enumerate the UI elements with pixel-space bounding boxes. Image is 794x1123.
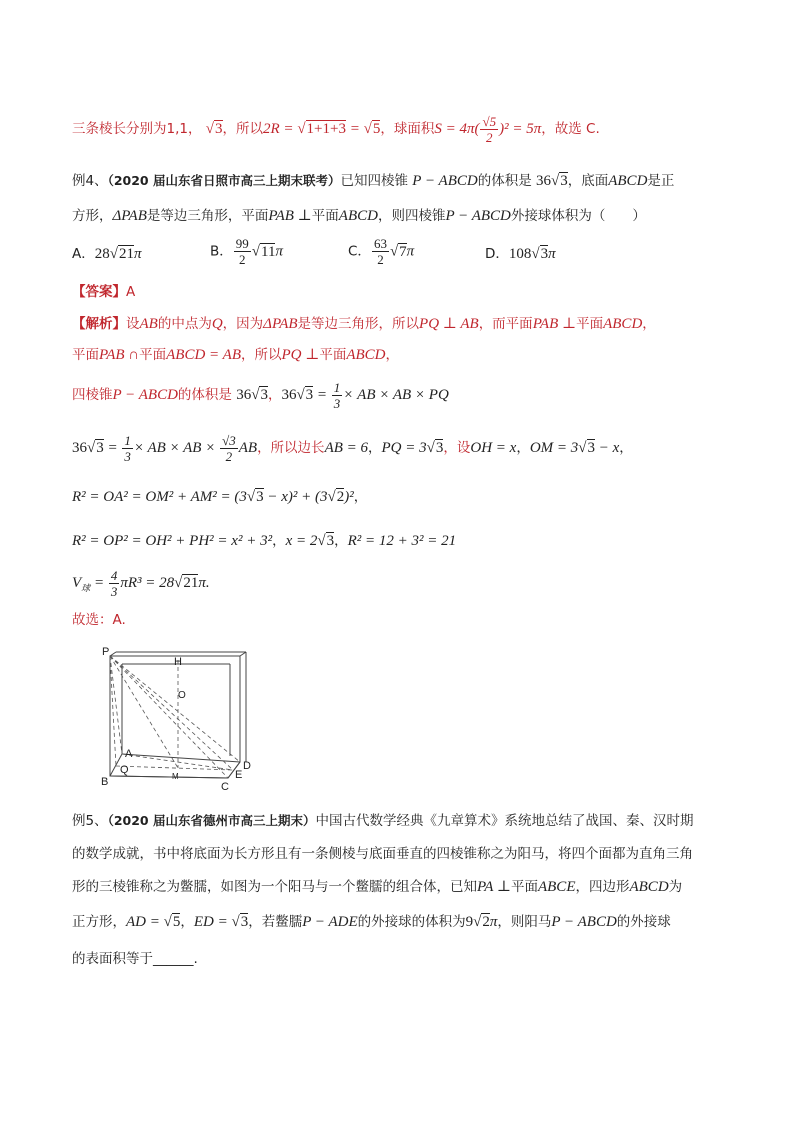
formula: AB = 6: [324, 439, 369, 456]
text: ，球面积: [380, 120, 435, 137]
option-label: D．: [485, 246, 509, 262]
answer-blank[interactable]: ______.: [153, 951, 198, 967]
text: ，四边形: [575, 879, 630, 895]
text: 中国古代数学经典《九章算术》系统地总结了战国、秦、汉时期: [315, 813, 694, 829]
text: 的外接球: [616, 914, 671, 930]
answer-value: A: [126, 284, 136, 300]
formula: 36√3 = $\frac{1}{3}$ × AB × AB × PQ: [281, 380, 449, 411]
formula: 108√3π: [508, 246, 556, 262]
option-label: B．: [210, 243, 233, 260]
option-label: A．: [72, 246, 95, 262]
text: 四棱锥: [72, 386, 113, 403]
option-c[interactable]: [348, 236, 414, 267]
text: 1,1，: [166, 120, 202, 137]
text: ，底面: [567, 173, 609, 189]
text: 已知四棱锥: [340, 173, 408, 189]
analysis-line-3: 四棱锥P − ABCD的体积是 36√3，36√3 = $\frac{1}{3}$ × AB × AB × PQ: [72, 380, 449, 411]
label-o: O: [178, 690, 186, 701]
dash: [110, 656, 122, 754]
formula: PAB ∩: [99, 347, 140, 363]
text: 的体积是: [477, 173, 532, 189]
label-a: A: [125, 748, 133, 760]
text: 形的三棱锥称之为鳖臑，如图为一个阳马与一个鳖臑的组合体，已知: [72, 879, 477, 895]
formula: √7π: [389, 243, 415, 260]
formula: R² = OA² = OM² + AM² = (3√3 − x)² + (3√2)²: [72, 489, 354, 505]
source: （2020 届山东省德州市高三上期末）: [107, 813, 316, 828]
example-5-line-5: [72, 948, 198, 970]
formula: 36√3: [536, 173, 568, 189]
formula: √3: [205, 120, 223, 137]
text: 平面: [319, 347, 347, 363]
text: 的外接球的体积为: [357, 914, 466, 930]
text: ，所以: [222, 120, 264, 137]
example-5-line-4: 正方形，AD = √5，ED = √3，若鳖臑P − ADE的外接球的体积为9√2π，则阳马P − ABCD的外接球: [72, 914, 671, 930]
option-a[interactable]: [72, 243, 142, 265]
text: 三条棱长分别为: [72, 120, 167, 137]
formula: AD = √5: [126, 914, 181, 930]
formula: R² = 12 + 3² = 21: [347, 533, 457, 549]
edge: [110, 652, 116, 656]
formula: Q: [211, 316, 223, 332]
formula: $V_球$ = $\frac{4}{3}$ πR³ = 28√21π.: [72, 568, 210, 599]
answer: [72, 281, 135, 303]
label-h: H: [174, 656, 182, 668]
text: 平面: [72, 347, 99, 363]
text: 的中点为: [157, 316, 212, 332]
formula: P − ABCD: [551, 914, 617, 930]
formula: AB: [139, 316, 158, 332]
analysis-label: 【解析】: [72, 316, 126, 332]
text: 故选：A.: [72, 612, 126, 628]
option-label: C．: [348, 243, 371, 260]
text: ，因为: [222, 316, 264, 332]
text: 是正: [647, 173, 675, 189]
formula: P − ABCD: [112, 386, 178, 403]
text: ，故选 C.: [541, 120, 600, 137]
text: 是等边三角形，所以: [297, 316, 420, 332]
text: 为: [668, 879, 683, 895]
text: 平面: [510, 879, 538, 895]
formula: ABCD: [603, 316, 643, 332]
example-label: 例5、: [72, 813, 108, 829]
text: 外接球体积为（ ）: [510, 208, 646, 224]
formula: PA ⊥: [477, 879, 511, 895]
formula: ED = √3: [193, 914, 249, 930]
text: ，则四棱锥: [377, 208, 446, 224]
dash: [116, 766, 233, 770]
formula: PQ ⊥: [281, 347, 320, 363]
analysis-line-4: 36√3 = $\frac{1}{3}$ × AB × AB × $\frac{√3}{2}$ AB，所以边长AB = 6，PQ = 3√3，设OH = x，OM = 3√3 − x，: [72, 433, 633, 464]
analysis-conclusion: [72, 609, 126, 631]
formula: ΔPAB: [263, 316, 298, 332]
text: ，所以: [240, 347, 282, 363]
label-q: Q: [120, 764, 129, 776]
edge: [240, 652, 246, 656]
label-e: E: [235, 769, 243, 781]
text: 的体积是: [177, 386, 232, 403]
formula: S = 4π( $\frac{√5}{2}$ )² = 5π: [434, 114, 542, 145]
formula: ABCE: [537, 879, 576, 895]
source: （2020 届山东省日照市高三上期末联考）: [107, 173, 341, 188]
example-4-line-2: [72, 205, 646, 227]
label-m: M: [172, 772, 179, 781]
dash: [110, 656, 116, 766]
edge-ad: [122, 754, 240, 762]
label-d: D: [243, 760, 251, 772]
formula: $\frac{99}{2}$: [235, 236, 249, 267]
label-p: P: [102, 646, 110, 658]
text: 设: [126, 316, 140, 332]
text: ，若鳖臑: [248, 914, 303, 930]
text: 是等边三角形，平面: [146, 208, 269, 224]
dash: [122, 754, 233, 770]
text: 平面: [311, 208, 339, 224]
formula: 28√21π: [94, 246, 142, 262]
label-c: C: [221, 781, 229, 792]
formula: OM = 3√3 − x: [529, 439, 620, 456]
text: ，设: [443, 439, 471, 456]
formula: ABCD = AB: [166, 347, 241, 363]
option-b[interactable]: [210, 236, 283, 267]
geometry-figure: [100, 642, 260, 792]
text: 的数学成就，书中将底面为长方形且有一条侧棱与底面垂直的四棱锥称之为阳马，将四个面都为直角三角: [72, 846, 693, 862]
dash: [110, 656, 240, 762]
formula: OH = x: [470, 439, 517, 456]
text: 平面: [139, 347, 167, 363]
example-5-line-2: [72, 843, 693, 865]
analysis-line-7: [72, 568, 210, 599]
text: 方形，: [72, 208, 113, 224]
formula: x = 2√3: [285, 533, 335, 549]
text: ，而平面: [478, 316, 533, 332]
text: 平面: [576, 316, 604, 332]
formula: ABCD: [608, 173, 648, 189]
option-d[interactable]: [485, 243, 556, 265]
formula: P − ABCD: [412, 173, 478, 189]
formula: ΔPAB: [112, 208, 147, 224]
example-4-line-1: [72, 170, 674, 192]
edge-bc: [110, 776, 228, 778]
text: 的表面积等于: [72, 951, 153, 967]
analysis-line-5: R² = OA² = OM² + AM² = (3√3 − x)² + (3√2)²，: [72, 489, 368, 505]
formula: PQ ⊥ AB: [419, 316, 479, 332]
analysis-line-1: 【解析】设AB的中点为Q，因为ΔPAB是等边三角形，所以PQ ⊥ AB，而平面PAB ⊥平面ABCD，: [72, 316, 656, 332]
formula: PAB ⊥: [268, 208, 312, 224]
dash: [110, 656, 178, 768]
example-5-line-1: [72, 810, 694, 832]
formula: ABCD: [629, 879, 669, 895]
answer-label: 【答案】: [72, 284, 126, 300]
label-b: B: [101, 776, 109, 788]
formula: R² = OP² = OH² + PH² = x² + 3²: [72, 533, 273, 549]
formula: ABCD: [346, 347, 386, 363]
example-5-line-3: [72, 876, 682, 898]
formula: PAB ⊥: [532, 316, 577, 332]
formula: P − ABCD: [445, 208, 511, 224]
text: ，所以边长: [257, 439, 325, 456]
solution-line-1: [72, 114, 600, 145]
formula: 2R = √1+1+3 = √5: [263, 120, 381, 137]
formula: 36√3 = $\frac{1}{3}$ × AB × AB × $\frac{√3}{2}$ AB: [72, 433, 258, 464]
formula: 9√2π: [465, 914, 498, 930]
formula: $\frac{63}{2}$: [373, 236, 387, 267]
analysis-line-2: 平面PAB ∩平面ABCD = AB，所以PQ ⊥平面ABCD，: [72, 347, 400, 363]
example-label: 例4、: [72, 173, 108, 189]
formula: P − ADE: [302, 914, 358, 930]
text: ，则阳马: [497, 914, 552, 930]
analysis-line-6: R² = OP² = OH² + PH² = x² + 3²，x = 2√3，R² = 12 + 3² = 21: [72, 533, 457, 549]
formula: √11π: [251, 243, 283, 260]
formula: ABCD: [338, 208, 378, 224]
text: 正方形，: [72, 914, 126, 930]
formula: PQ = 3√3: [381, 439, 444, 456]
formula: 36√3: [236, 386, 268, 403]
